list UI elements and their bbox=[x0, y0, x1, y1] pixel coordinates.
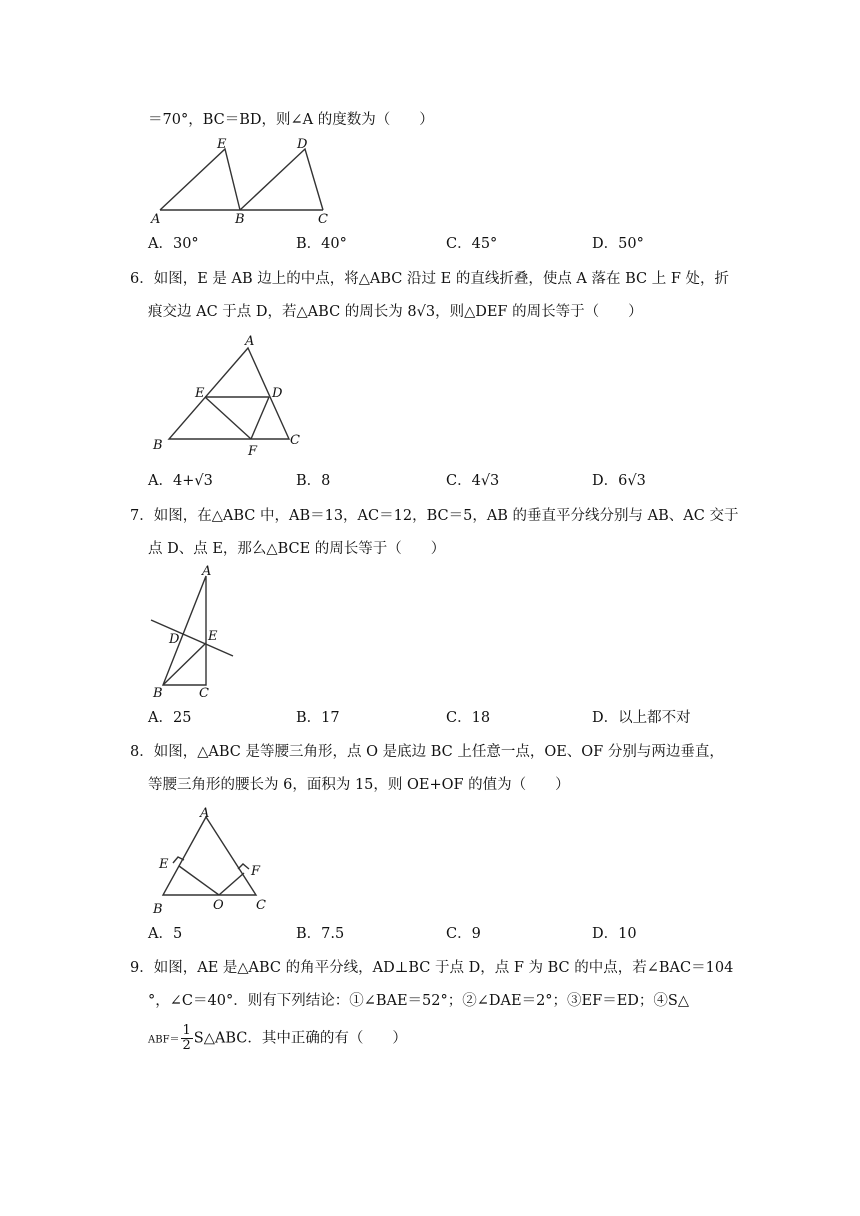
q8-label-A: A bbox=[200, 806, 210, 821]
q6-option-b: B．8 bbox=[296, 473, 331, 489]
q8-question-line2: 等腰三角形的腰长为 6，面积为 15，则 OE+OF 的值为（ ） bbox=[148, 777, 570, 793]
q6-option-c: C．4√3 bbox=[446, 473, 500, 489]
q8-label-E: E bbox=[159, 857, 169, 872]
q7-option-d: D．以上都不对 bbox=[592, 710, 691, 726]
q6-label-E: E bbox=[195, 386, 205, 401]
q6-option-d: D．6√3 bbox=[592, 473, 646, 489]
q6-label-B: B bbox=[153, 438, 163, 453]
q6-label-D: D bbox=[272, 386, 283, 401]
q9-question-line3 bbox=[148, 1024, 407, 1053]
q5-option-a: A．30° bbox=[148, 236, 199, 252]
q7-label-A: A bbox=[202, 564, 212, 579]
q5-label-D: D bbox=[297, 137, 308, 152]
q7-question-line2: 点 D、点 E，那么△BCE 的周长等于（ ） bbox=[148, 541, 446, 557]
q7-label-E: E bbox=[208, 629, 218, 644]
q6-label-C: C bbox=[290, 433, 300, 448]
q8-question-line1: 8．如图，△ABC 是等腰三角形，点 O 是底边 BC 上任意一点，OE、OF 分别与两边垂直， bbox=[130, 744, 724, 760]
q5-option-b: B．40° bbox=[296, 236, 347, 252]
q7-option-a: A．25 bbox=[148, 710, 192, 726]
q6-figure bbox=[145, 333, 315, 458]
q5-figure bbox=[145, 135, 345, 230]
q5-option-d: D．50° bbox=[592, 236, 644, 252]
q7-option-b: B．17 bbox=[296, 710, 340, 726]
q8-label-F: F bbox=[251, 864, 261, 879]
q5-question-tail: ＝70°，BC＝BD，则∠A 的度数为（ ） bbox=[148, 112, 434, 128]
q6-question-line1: 6．如图，E 是 AB 边上的中点，将△ABC 沿过 E 的直线折叠，使点 A 落在 BC 上 F 处，折 bbox=[130, 271, 730, 287]
q8-label-C: C bbox=[256, 898, 266, 913]
q8-label-B: B bbox=[153, 902, 163, 917]
q7-option-c: C．18 bbox=[446, 710, 491, 726]
q5-label-E: E bbox=[217, 137, 227, 152]
q6-option-a: A．4+√3 bbox=[148, 473, 213, 489]
q8-option-a: A．5 bbox=[148, 926, 183, 942]
q7-label-C: C bbox=[199, 686, 209, 701]
q8-option-b: B．7.5 bbox=[296, 926, 345, 942]
q7-label-D: D bbox=[169, 632, 180, 647]
q9-fraction bbox=[181, 1024, 193, 1053]
q9-question-line1: 9．如图，AE 是△ABC 的角平分线，AD⊥BC 于点 D，点 F 为 BC 的中点，若∠BAC＝104 bbox=[130, 960, 734, 976]
q8-label-O: O bbox=[213, 898, 224, 913]
q5-label-C: C bbox=[318, 212, 328, 227]
q8-option-c: C．9 bbox=[446, 926, 481, 942]
q8-figure bbox=[145, 803, 275, 918]
q7-figure bbox=[145, 562, 240, 702]
q6-label-F: F bbox=[248, 444, 258, 458]
q6-label-A: A bbox=[245, 334, 255, 349]
q7-label-B: B bbox=[153, 686, 163, 701]
q8-option-d: D．10 bbox=[592, 926, 637, 942]
q9-fraction-denominator: 2 bbox=[182, 1038, 191, 1053]
q5-label-B: B bbox=[235, 212, 245, 227]
q9-line3-suffix: S△ABC．其中正确的有（ ） bbox=[193, 1030, 407, 1047]
q5-label-A: A bbox=[151, 212, 161, 227]
q7-question-line1: 7．如图，在△ABC 中，AB＝13，AC＝12，BC＝5，AB 的垂直平分线分别与 AB、AC 交于 bbox=[130, 508, 739, 524]
q9-fraction-numerator: 1 bbox=[182, 1023, 191, 1038]
q9-line3-prefix: ABF＝ bbox=[148, 1034, 180, 1046]
q9-question-line2: °，∠C＝40°．则有下列结论：①∠BAE＝52°；②∠DAE＝2°；③EF＝ED；④S△ bbox=[148, 993, 690, 1009]
q5-option-c: C．45° bbox=[446, 236, 498, 252]
q6-question-line2: 痕交边 AC 于点 D，若△ABC 的周长为 8√3，则△DEF 的周长等于（ ） bbox=[148, 304, 643, 320]
